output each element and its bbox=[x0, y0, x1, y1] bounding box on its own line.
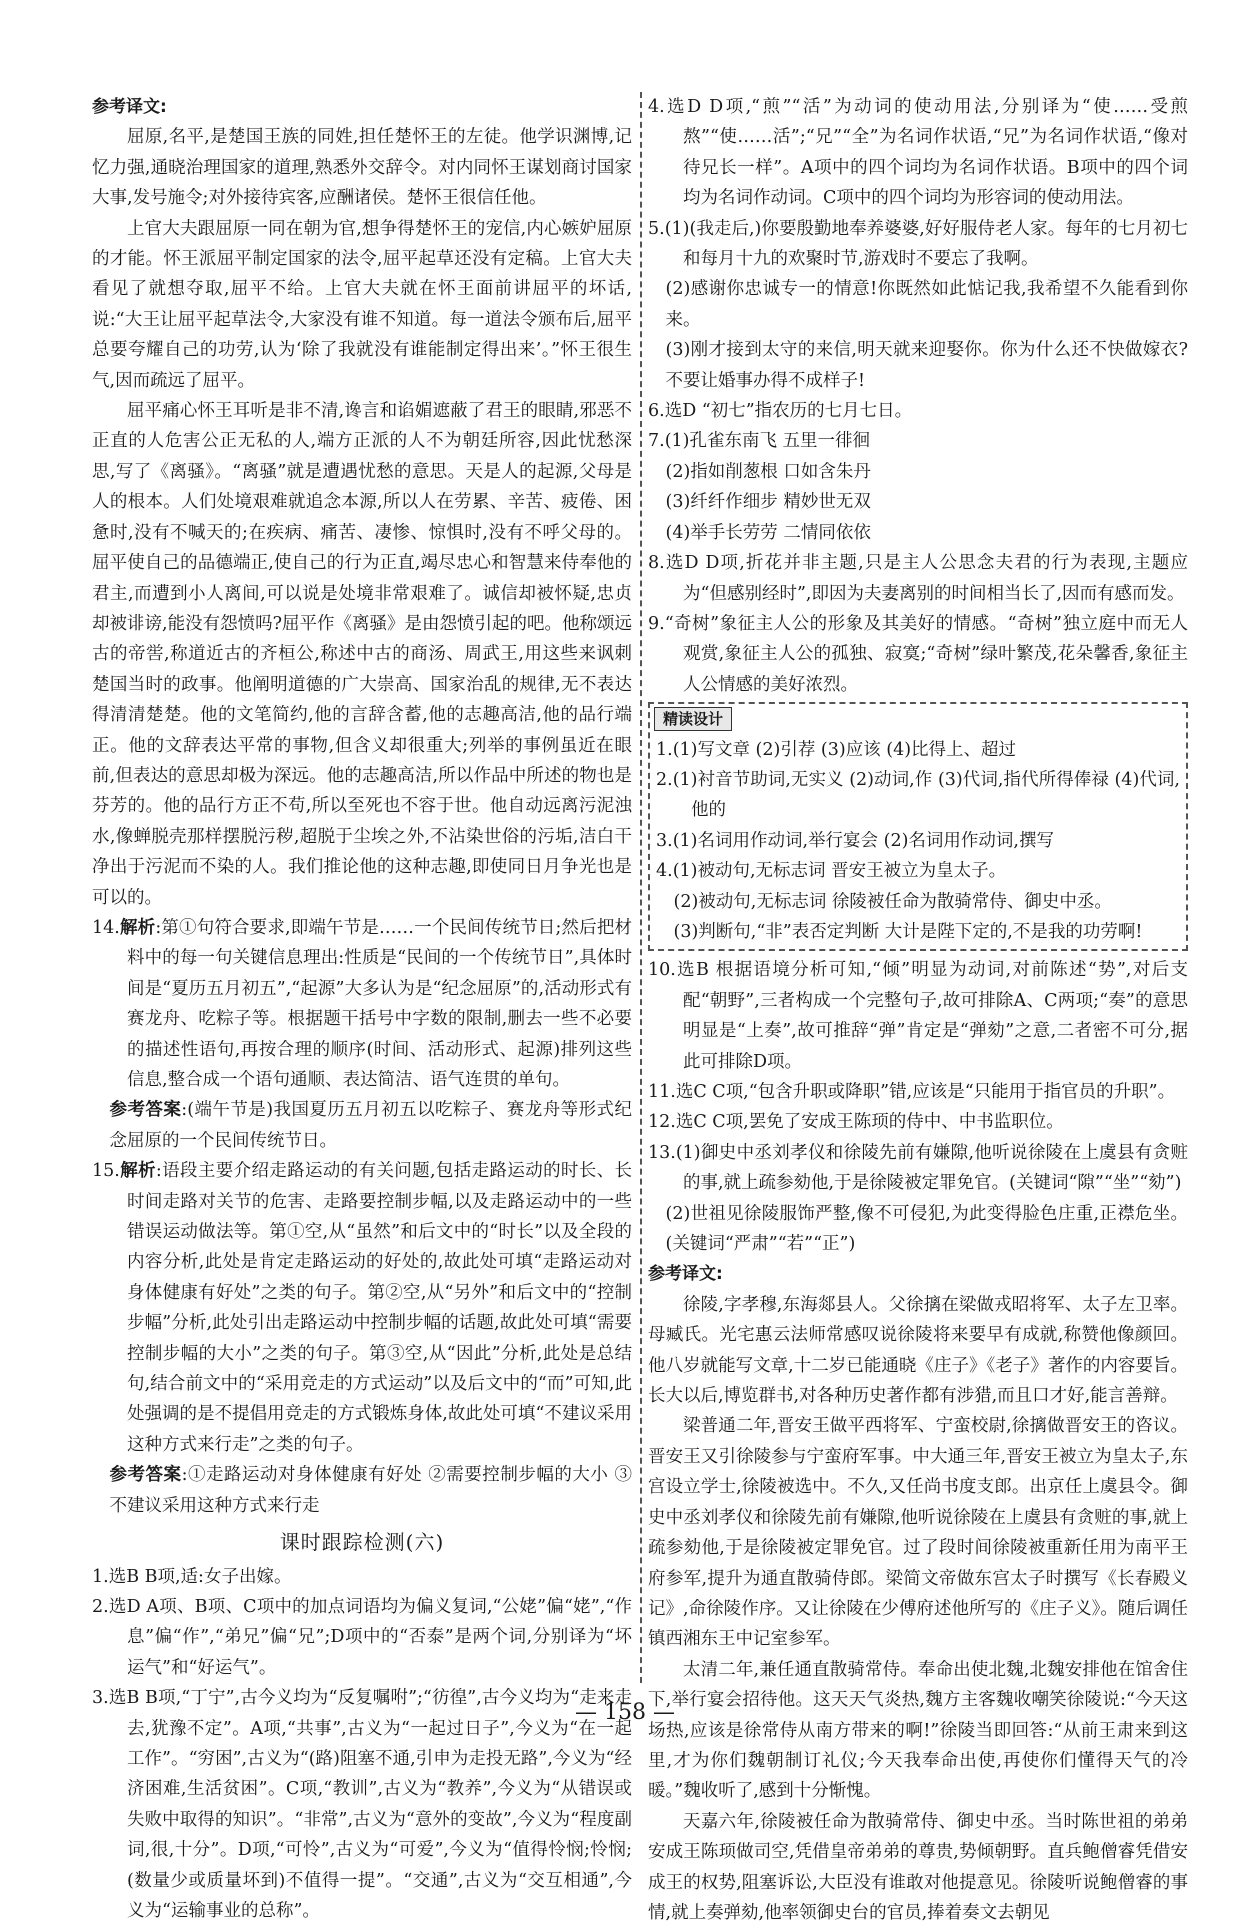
answer-item: 4.选D D项,“煎”“活”为动词的使动用法,分别译为“使……受煎熬”“使……活”;“兄”“全”为名词作状语,“兄”为名词作状语,“像对待兄长一样”。A项中的四个词均为名词作状语。B项中的四个词均为名词作动词。C项中的四个词均为形容词的使动用法。 bbox=[648, 97, 1188, 209]
answer-label: 参考答案 bbox=[109, 1465, 182, 1486]
translation-paragraph: 梁普通二年,晋安王做平西将军、宁蛮校尉,徐摛做晋安王的咨议。晋安王又引徐陵参与宁蛮府军事。中大通三年,晋安王被立为皇太子,东宫设立学士,徐陵被选中。不久,又任尚书度支郎。出京任上虞县令。御史中丞刘孝仪和徐陵先前有嫌隙,他听说徐陵在上虞县有贪赃的事,就上疏参劾他,于是徐陵被定罪免官。过了段时间徐陵被重新任用为南平王府参军,提升为通直散骑侍郎。梁简文帝做东宫太子时撰写《长春殿义记》,命徐陵作序。又让徐陵在少傅府述他所写的《庄子义》。随后调任镇西湘东王中记室参军。 bbox=[648, 1416, 1188, 1650]
answer-item: 9.“奇树”象征主人公的形象及其美好的情感。“奇树”独立庭中而无人观赏,象征主人公的孤独、寂寞;“奇树”绿叶繁茂,花朵馨香,象征主人公情感的美好浓烈。 bbox=[648, 613, 1188, 695]
close-reading-item: 2.(1)衬音节助词,无实义 (2)动词,作 (3)代词,指代所得俸禄 (4)代词,他的 bbox=[656, 769, 1180, 821]
translation-paragraph: 屈平痛心怀王耳听是非不清,谗言和谄媚遮蔽了君王的眼睛,邪恶不正直的人危害公正无私的人,端方正派的人不为朝廷所容,因此忧愁深思,写了《离骚》。“离骚”就是遭遇忧愁的意思。天是人的起源,父母是人的根本。人们处境艰难就追念本源,所以人在劳累、辛苦、疲倦、困惫时,没有不喊天的;在疾病、痛苦、凄惨、惊惧时,没有不呼父母的。屈平使自己的品德端正,使自己的行为正直,竭尽忠心和智慧来侍奉他的君主,而遭到小人离间,可以说是处境非常艰难了。诚信却被怀疑,忠贞却被诽谤,能没有怨愤吗?屈平作《离骚》是由怨愤引起的吧。他称颂远古的帝喾,称道近古的齐桓公,称述中古的商汤、周武王,用这些来讽刺楚国当时的政事。他阐明道德的广大崇高、国家治乱的规律,无不表达得清清楚楚。他的文笔简约,他的言辞含蓄,他的志趣高洁,他的品行端正。他的文辞表达平常的事物,但含义却很重大;列举的事例虽近在眼前,但表达的意思却极为深远。他的志趣高洁,所以作品中所述的物也是芬芳的。他的品行方正不苟,所以至死也不容于世。他自动远离污泥浊水,像蝉脱壳那样摆脱污秽,超脱于尘埃之外,不沾染世俗的污垢,洁白干净出于污泥而不染的人。我们推论他的这种志趣,即使同日月争光也是可以的。 bbox=[92, 401, 632, 908]
question-14-answer bbox=[92, 1095, 632, 1156]
reference-translation-heading: 参考译文: bbox=[92, 97, 167, 117]
answer-text: :(端午节是)我国夏历五月初五以吃粽子、赛龙舟等形式纪念屈原的一个民间传统节日。 bbox=[109, 1100, 632, 1151]
analysis-text: :第①句符合要求,即端午节是……一个民间传统节日;然后把材料中的每一句关键信息理出:性质是“民间的一个传统节日”,具体时间是“夏历五月初五”,“起源”大多认为是“纪念屈原”的,活动形式有赛龙舟、吃粽子等。根据题干括号中字数的限制,删去一些不必要的描述性语句,再按合理的顺序(时间、活动形式、起源)排列这些信息,整合成一个语句通顺、表达简洁、语气连贯的单句。 bbox=[127, 917, 632, 1090]
answer-item: 8.选D D项,折花并非主题,只是主人公思念夫君的行为表现,主题应为“但感别经时”,即因为夫妻离别的时间相当长了,因而有感而发。 bbox=[648, 553, 1188, 604]
analysis-label: 解析 bbox=[119, 917, 156, 938]
reference-translation-heading: 参考译文: bbox=[648, 1264, 723, 1285]
answer-item: 6.选D “初七”指农历的七月七日。 bbox=[648, 401, 913, 422]
answer-item: 13.(1)御史中丞刘孝仪和徐陵先前有嫌隙,他听说徐陵在上虞县有贪赃的事,就上疏参劾他,于是徐陵被定罪免官。(关键词“隙”“坐”“劾”) bbox=[648, 1142, 1188, 1194]
translation-paragraph: 徐陵,字孝穆,东海郯县人。父徐摛在梁做戎昭将军、太子左卫率。母臧氏。光宅惠云法师常感叹说徐陵将来要早有成就,称赞他像颜回。他八岁就能写文章,十二岁已能通晓《庄子》《老子》著作的内容要旨。长大以后,博览群书,对各种历史著作都有涉猎,而且口才好,能言善辩。 bbox=[648, 1294, 1188, 1407]
translation-paragraph: 太清二年,兼任通直散骑常侍。奉命出使北魏,北魏安排他在馆舍住下,举行宴会招待他。这天天气炎热,魏方主客魏收嘲笑徐陵说:“今天这场热,应该是徐常侍从南方带来的啊!”徐陵当即回答:“从前王肃来到这里,才为你们魏朝制订礼仪;今天我奉命出使,再使你们懂得天气的冷暖。”魏收听了,感到十分惭愧。 bbox=[648, 1659, 1188, 1802]
answer-item: (3)刚才接到太守的来信,明天就来迎娶你。你为什么还不快做嫁衣?不要让婚事办得不成样子! bbox=[665, 340, 1188, 391]
question-15-answer bbox=[92, 1460, 632, 1521]
close-reading-box bbox=[648, 702, 1188, 951]
question-14-analysis bbox=[92, 913, 632, 1095]
answer-item: (2)指如削葱根 口如含朱丹 bbox=[665, 461, 871, 482]
answer-item: 5.(1)(我走后,)你要殷勤地奉养婆婆,好好服侍老人家。每年的七月初七和每月十九的欢聚时节,游戏时不要忘了我啊。 bbox=[648, 218, 1188, 270]
question-15-analysis bbox=[92, 1156, 632, 1460]
question-number: 14. bbox=[92, 917, 120, 938]
analysis-text: :语段主要介绍走路运动的有关问题,包括走路运动的时长、长时间走路对关节的危害、走路要控制步幅,以及走路运动中的一些错误运动做法等。第①空,从“虽然”和后文中的“时长”以及全段的内容分析,此处是肯定走路运动的好处的,故此处可填“走路运动对身体健康有好处”之类的句子。第②空,从“另外”和后文中的“控制步幅”分析,此处引出走路运动中控制步幅的话题,故此处可填“需要控制步幅的大小”之类的句子。第③空,从“因此”分析,此处是总结句,结合前文中的“采用竞走的方式运动”以及后文中的“而”可知,此处强调的是不提倡用竞走的方式锻炼身体,故此处可填“不建议采用这种方式来行走”之类的句子。 bbox=[127, 1161, 632, 1455]
close-reading-item: 3.(1)名词用作动词,举行宴会 (2)名词用作动词,撰写 bbox=[656, 830, 1054, 851]
column-divider bbox=[640, 92, 642, 1683]
close-reading-item: 4.(1)被动句,无标志词 晋安王被立为皇太子。 bbox=[656, 861, 1007, 882]
translation-paragraph: 上官大夫跟屈原一同在朝为官,想争得楚怀王的宠信,内心嫉妒屈原的才能。怀王派屈平制定国家的法令,屈平起草还没有定稿。上官大夫看见了就想夺取,屈平不给。上官大夫就在怀王面前讲屈平的坏话,说:“大王让屈平起草法令,大家没有谁不知道。每一道法令颁布后,屈平总要夸耀自己的功劳,认为‘除了我就没有谁能制定得出来’。”怀王很生气,因而疏远了屈平。 bbox=[92, 218, 632, 391]
answer-item: 2.选D A项、B项、C项中的加点词语均为偏义复词,“公姥”偏“姥”,“作息”偏“作”,“弟兄”偏“兄”;D项中的“否泰”是两个词,分别译为“坏运气”和“好运气”。 bbox=[92, 1596, 632, 1678]
translation-paragraph: 天嘉六年,徐陵被任命为散骑常侍、御史中丞。当时陈世祖的弟弟安成王陈顼做司空,凭借皇帝弟弟的尊贵,势倾朝野。直兵鲍僧睿凭借安成王的权势,阻塞诉讼,大臣没有谁敢对他提意见。徐陵听说鲍僧睿的事情,就上奏弹劾,他率领御史台的官员,捧着奏文去朝见 bbox=[648, 1811, 1188, 1923]
analysis-label: 解析 bbox=[119, 1161, 156, 1182]
answer-item: (3)纤纤作细步 精妙世无双 bbox=[665, 492, 871, 513]
close-reading-item: (3)判断句,“非”表否定判断 大计是陛下定的,不是我的功劳啊! bbox=[673, 921, 1143, 942]
answer-item: 7.(1)孔雀东南飞 五里一徘徊 bbox=[648, 431, 871, 452]
question-number: 15. bbox=[92, 1161, 120, 1182]
answer-item: 3.选B B项,“丁宁”,古今义均为“反复嘱咐”;“彷徨”,古今义均为“走来走去,犹豫不定”。A项,“共事”,古义为“一起过日子”,今义为“在一起工作”。“穷困”,古义为“(路)阻塞不通,引申为走投无路”,今义为“经济困难,生活贫困”。C项,“教训”,古义为“教养”,今义为“从错误或失败中取得的知识”。“非常”,古义为“意外的变故”,今义为“程度副词,很,十分”。D项,“可怜”,古义为“可爱”,今义为“值得怜悯;怜悯;(数量少或质量坏到)不值得一提”。“交通”,古义为“交互相通”,今义为“运输事业的总称”。 bbox=[92, 1688, 632, 1921]
page-number: — 158 — bbox=[575, 1700, 675, 1725]
answer-item: (4)举手长劳劳 二情同依依 bbox=[665, 522, 871, 543]
answer-item: 10.选B 根据语境分析可知,“倾”明显为动词,对前陈述“势”,对后支配“朝野”,三者构成一个完整句子,故可排除A、C两项;“奏”的意思明显是“上奏”,故可推辞“弹”肯定是“弹劾”之意,二者密不可分,据此可排除D项。 bbox=[648, 960, 1188, 1072]
answer-item: (2)世祖见徐陵服饰严整,像不可侵犯,为此变得脸色庄重,正襟危坐。(关键词“严肃”“若”“正”) bbox=[665, 1203, 1188, 1255]
right-column bbox=[648, 92, 1188, 1923]
answer-text: :①走路运动对身体健康有好处 ②需要控制步幅的大小 ③不建议采用这种方式来行走 bbox=[109, 1465, 632, 1516]
answer-item: 11.选C C项,“包含升职或降职”错,应该是“只能用于指官员的升职”。 bbox=[648, 1082, 1176, 1102]
close-reading-item: 1.(1)写文章 (2)引荐 (3)应该 (4)比得上、超过 bbox=[656, 739, 1017, 760]
translation-paragraph: 屈原,名平,是楚国王族的同姓,担任楚怀王的左徒。他学识渊博,记忆力强,通晓治理国家的道理,熟悉外交辞令。对内同怀王谋划商讨国家大事,发号施令;对外接待宾客,应酬诸侯。楚怀王很信任他。 bbox=[92, 127, 632, 209]
section-title: 课时跟踪检测(六) bbox=[279, 1530, 445, 1555]
close-reading-item: (2)被动句,无标志词 徐陵被任命为散骑常侍、御史中丞。 bbox=[673, 891, 1112, 912]
answer-item: (2)感谢你忠诚专一的情意!你既然如此惦记我,我希望不久能看到你来。 bbox=[665, 279, 1188, 330]
close-reading-tag: 精读设计 bbox=[654, 707, 732, 731]
answer-item: 12.选C C项,罢免了安成王陈顼的侍中、中书监职位。 bbox=[648, 1112, 1064, 1133]
answer-item: 1.选B B项,适:女子出嫁。 bbox=[92, 1566, 292, 1587]
answer-label: 参考答案 bbox=[109, 1100, 182, 1121]
